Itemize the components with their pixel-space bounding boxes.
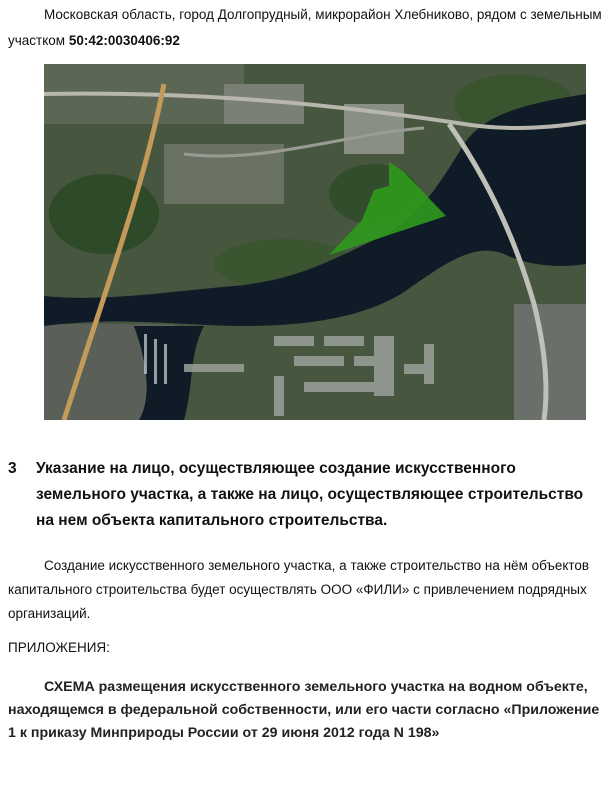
section-3 — [8, 456, 608, 534]
forest-patch — [49, 174, 159, 254]
satellite-map-image — [44, 64, 586, 420]
urban-block — [514, 304, 586, 420]
location-description: Московская область, город Долгопрудный, микрорайон Хлебниково, рядом с земельным участком — [8, 7, 602, 48]
developer-paragraph — [8, 554, 608, 626]
section-number: 3 — [8, 460, 17, 477]
scheme-description — [8, 676, 608, 745]
building — [274, 336, 314, 346]
building — [294, 356, 344, 366]
section-heading: Указание на лицо, осуществляющее создание искусственного земельного участка, а также на лицо, осуществляющее строительство на нем объекта капитального строительства. — [36, 460, 584, 529]
pier — [164, 344, 167, 384]
pier — [154, 339, 157, 384]
building — [184, 364, 244, 372]
building — [304, 382, 374, 392]
pier — [144, 334, 147, 374]
location-text — [8, 2, 608, 54]
satellite-map — [44, 64, 586, 420]
scheme-text: СХЕМА размещения искусственного земельного участка на водном объекте, находящемся в федеральной собственности, или его части согласно «Приложение 1 к приказу Минприроды России от 29 июня 2012 года N 198» — [8, 679, 600, 741]
building — [324, 336, 364, 346]
building — [424, 344, 434, 384]
cadastral-number: 50:42:0030406:92 — [68, 33, 180, 48]
developer-text: Создание искусственного земельного участка, а также строительство на нём объектов капитального строительства будет осуществлять ООО «ФИЛИ» с привлечением подрядных организаций. — [8, 558, 590, 621]
building — [274, 376, 284, 416]
appendix-label: ПРИЛОЖЕНИЯ: — [8, 640, 110, 655]
building — [374, 336, 394, 396]
